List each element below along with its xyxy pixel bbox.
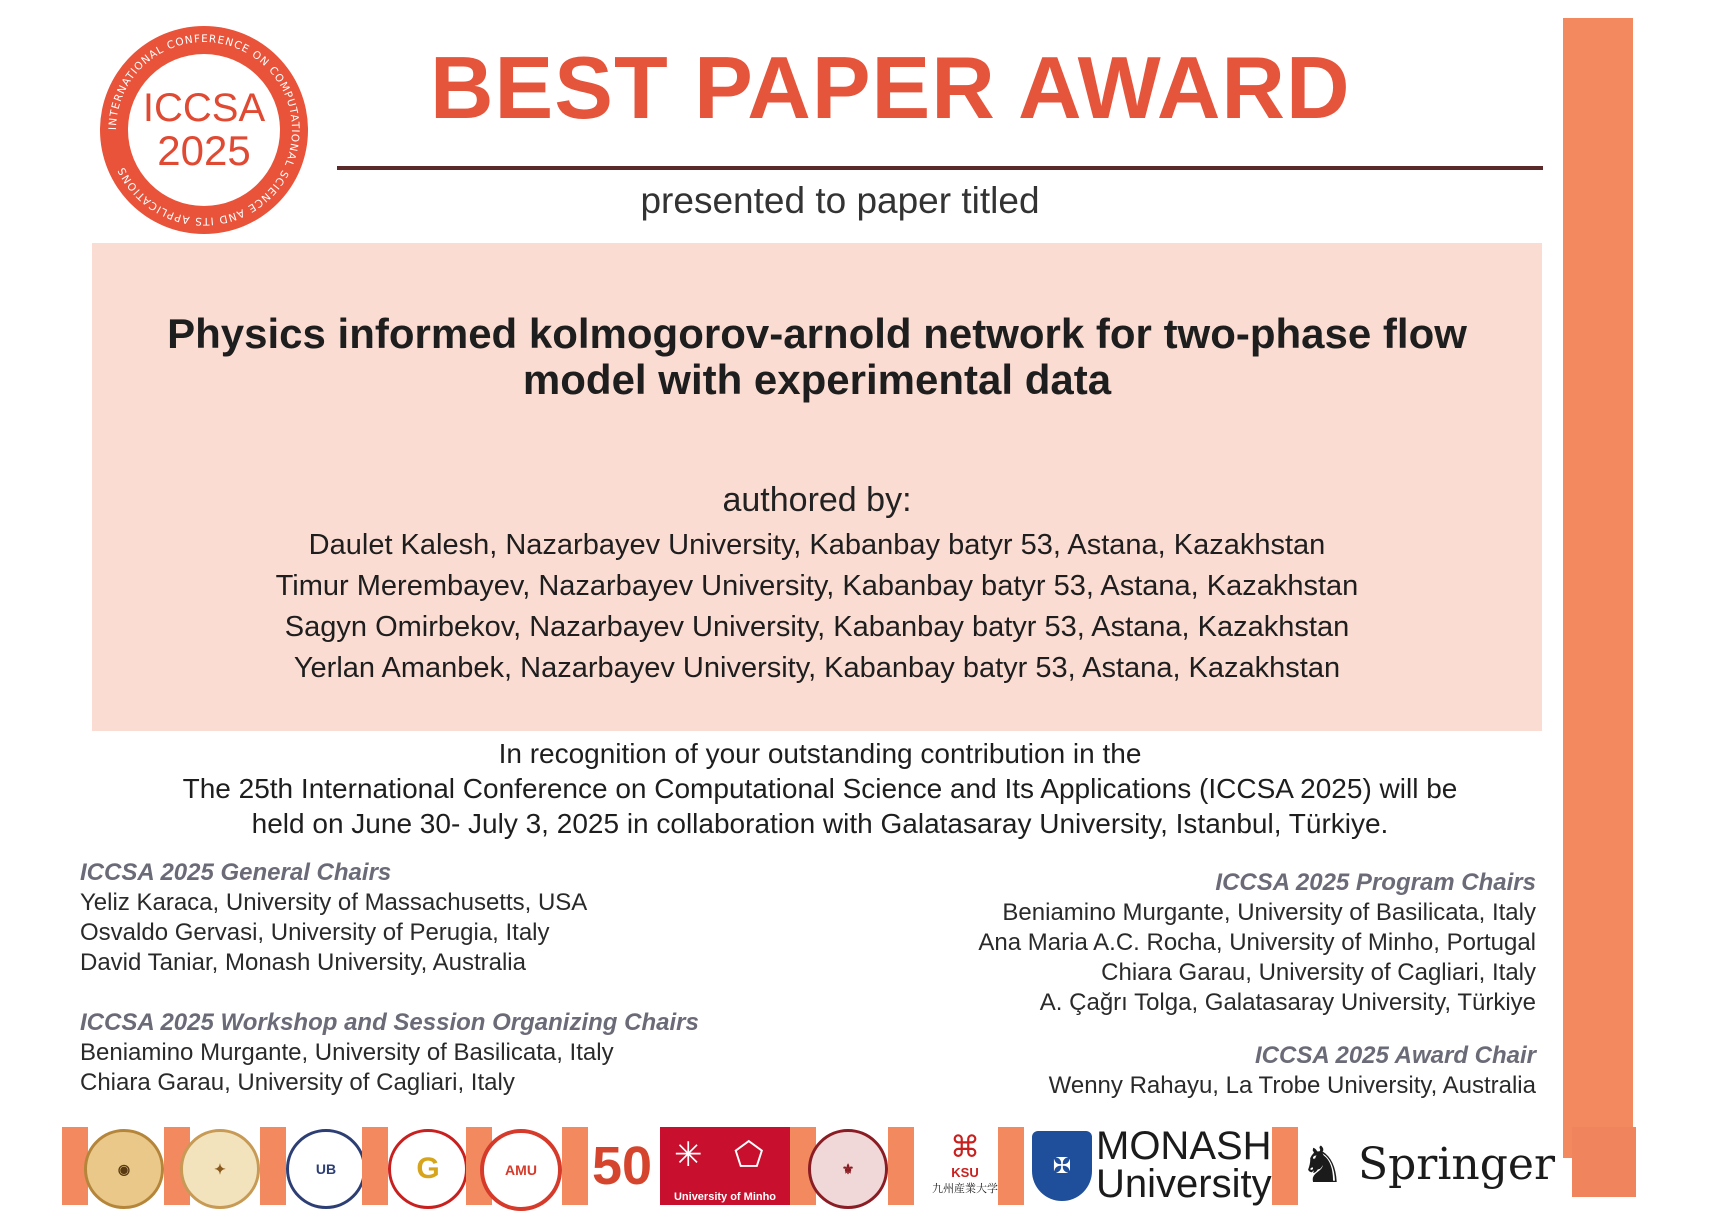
minho-pentagon-icon: ⬠ <box>734 1136 764 1174</box>
chair-entry: Beniamino Murgante, University of Basilicata, Italy <box>1002 899 1536 926</box>
general-chairs <box>80 858 587 978</box>
program-chairs-heading: ICCSA 2025 Program Chairs <box>1215 869 1536 896</box>
workshop-chairs <box>80 1008 699 1098</box>
recognition-line: The 25th International Conference on Computational Science and Its Applications (ICCSA 2025) will be <box>182 773 1458 804</box>
recognition-line: In recognition of your outstanding contribution in the <box>498 738 1142 769</box>
author-entry: Sagyn Omirbekov, Nazarbayev University, Kabanbay batyr 53, Astana, Kazakhstan <box>284 611 1350 643</box>
award-title: BEST PAPER AWARD <box>430 38 1351 137</box>
chair-entry: Yeliz Karaca, University of Massachusetts, USA <box>80 889 588 916</box>
ub-logo: UB <box>286 1129 366 1209</box>
strip-block <box>562 1127 588 1205</box>
monash-shield-icon: ✠ <box>1032 1131 1092 1201</box>
author-list <box>92 525 1542 689</box>
chair-entry: Ana Maria A.C. Rocha, University of Minho, Portugal <box>978 929 1536 956</box>
iccsa-logo <box>100 26 308 234</box>
award-chair <box>860 1041 1536 1101</box>
workshop-chairs-heading: ICCSA 2025 Workshop and Session Organizing Chairs <box>80 1009 699 1036</box>
springer-wordmark: Springer <box>1358 1139 1555 1190</box>
chair-entry: A. Çağrı Tolga, Galatasaray University, Türkiye <box>1039 989 1536 1016</box>
logo-center <box>128 54 280 206</box>
strip-end-block <box>1572 1127 1636 1197</box>
logo-acronym: ICCSA <box>142 86 266 130</box>
logo-ring-text: INTERNATIONAL CONFERENCE ON COMPUTATIONAL SCIENCE AND ITS APPLICATIONS <box>106 32 302 228</box>
paper-title-line: model with experimental data <box>522 356 1112 403</box>
chair-entry: Chiara Garau, University of Cagliari, Italy <box>80 1069 515 1096</box>
minho-label: University of Minho <box>673 1191 777 1203</box>
paper-panel <box>92 243 1542 731</box>
monash-wordmark <box>1096 1124 1272 1206</box>
sponsor-strip <box>62 1124 1662 1206</box>
decorative-side-bar <box>1563 18 1633 1158</box>
chair-entry: David Taniar, Monash University, Australia <box>80 949 526 976</box>
chair-entry: Chiara Garau, University of Cagliari, Italy <box>1101 959 1536 986</box>
monash-line: University <box>1096 1162 1272 1206</box>
minho-symbol-icon: ✳ <box>674 1136 703 1174</box>
fifty-years-logo: 50 <box>592 1136 653 1196</box>
strip-block <box>1272 1127 1298 1205</box>
paper-title-line: Physics informed kolmogorov-arnold network for two-phase flow <box>167 310 1467 357</box>
recognition-line: held on June 30- July 3, 2025 in collaboration with Galatasaray University, Istanbul, Türkiye. <box>251 808 1389 839</box>
umass-seal-logo: ⚜ <box>808 1129 888 1209</box>
chair-entry: Beniamino Murgante, University of Basilicata, Italy <box>80 1039 614 1066</box>
award-chair-heading: ICCSA 2025 Award Chair <box>1255 1042 1536 1069</box>
university-seal-logo: ◉ <box>84 1129 164 1209</box>
recognition-text <box>80 736 1560 841</box>
ksu-label: KSU <box>951 1165 979 1180</box>
ksu-emblem-icon: ⌘ <box>950 1131 980 1164</box>
chair-entry: Wenny Rahayu, La Trobe University, Australia <box>1048 1072 1536 1099</box>
author-entry: Timur Merembayev, Nazarbayev University, Kabanbay batyr 53, Astana, Kazakhstan <box>275 570 1359 602</box>
amu-logo <box>480 1129 562 1211</box>
monash-line: MONASH <box>1096 1124 1272 1168</box>
strip-block <box>362 1127 388 1205</box>
logo-year: 2025 <box>157 127 251 174</box>
strip-block <box>998 1127 1024 1205</box>
award-subtitle: presented to paper titled <box>640 180 1040 221</box>
university-of-minho-logo <box>660 1127 790 1205</box>
university-crest-logo: ✦ <box>180 1129 260 1209</box>
title-divider <box>337 166 1543 170</box>
strip-block <box>888 1127 914 1205</box>
springer-horse-icon: ♞ <box>1300 1137 1345 1193</box>
ksu-logo <box>920 1131 1010 1196</box>
ksu-subtitle: 九州産業大学 <box>932 1183 998 1195</box>
chair-entry: Osvaldo Gervasi, University of Perugia, Italy <box>80 919 550 946</box>
program-chairs <box>860 868 1536 1018</box>
paper-title <box>92 311 1542 403</box>
authored-label: authored by: <box>722 481 912 519</box>
author-entry: Yerlan Amanbek, Nazarbayev University, Kabanbay batyr 53, Astana, Kazakhstan <box>293 652 1341 684</box>
amu-label: AMU <box>505 1162 537 1178</box>
author-entry: Daulet Kalesh, Nazarbayev University, Kabanbay batyr 53, Astana, Kazakhstan <box>308 529 1326 561</box>
galatasaray-logo: G <box>388 1129 468 1209</box>
strip-block <box>260 1127 286 1205</box>
general-chairs-heading: ICCSA 2025 General Chairs <box>80 859 392 886</box>
